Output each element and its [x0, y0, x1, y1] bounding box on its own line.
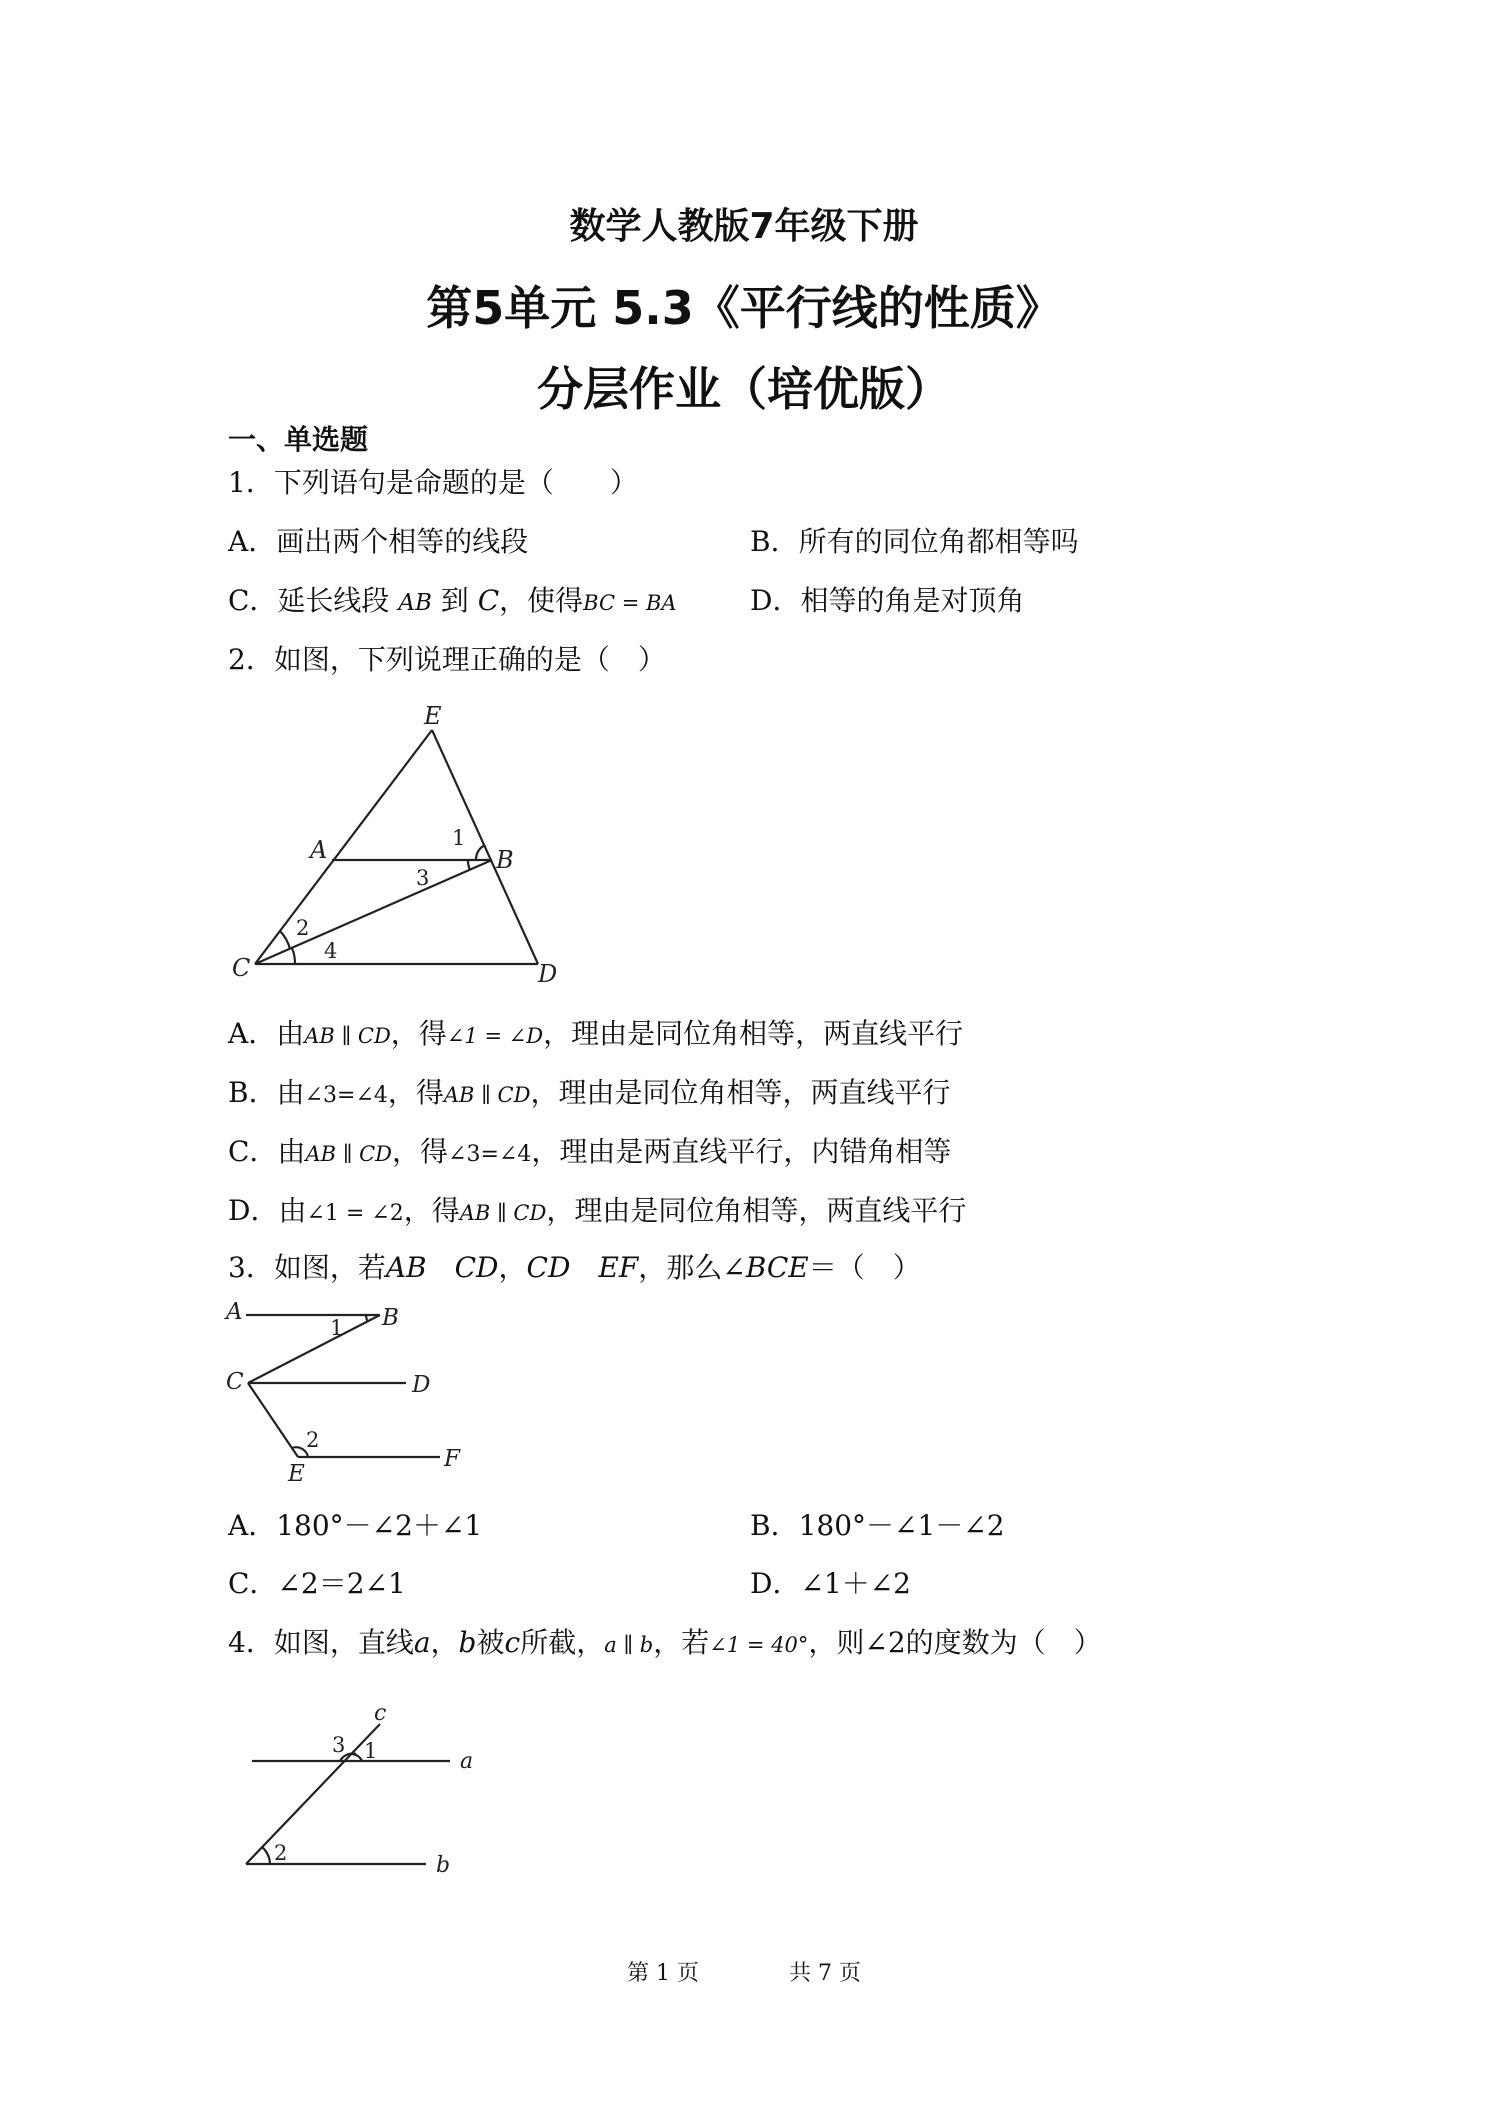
q2-d-res: AB ∥ CD — [459, 1201, 547, 1225]
label-angle-1: 1 — [330, 1316, 344, 1340]
q2-stem: 2．如图，下列说理正确的是（ ） — [228, 643, 666, 676]
label-b: B — [382, 1305, 399, 1331]
q4-stem-pre: 4．如图，直线 — [228, 1626, 414, 1659]
label-d: D — [538, 960, 558, 988]
label-a: A — [310, 836, 328, 864]
q3-stem — [228, 1251, 921, 1285]
q4-stem — [228, 1626, 1102, 1660]
q2-c-cond: AB ∥ CD — [305, 1142, 392, 1166]
label-angle-2: 2 — [274, 1841, 288, 1865]
q3-stem-mid: ，那么∠ — [638, 1251, 746, 1284]
q2-c-mid: ，得 — [392, 1135, 449, 1168]
q2-b-post: ，理由是同位角相等，两直线平行 — [530, 1076, 951, 1109]
q4-stem-a: a — [413, 1626, 431, 1659]
q4-figure — [240, 1696, 500, 1886]
q4-stem-b: b — [458, 1626, 477, 1659]
line-ce — [248, 1383, 298, 1457]
section-heading: 一、单选题 — [228, 423, 369, 456]
q2-d-pre: D．由 — [228, 1194, 307, 1227]
q4-stem-comma: ， — [430, 1626, 459, 1659]
q4-stem-given: ∠1 = 40° — [709, 1633, 809, 1657]
q3-option-c: C．∠2＝2∠1 — [228, 1567, 406, 1600]
q2-d-cond: ∠1 = ∠2 — [306, 1201, 404, 1226]
q4-stem-c: c — [504, 1626, 521, 1659]
q2-option-b — [228, 1076, 950, 1110]
q1-option-c — [228, 584, 677, 618]
q1-option-d: D．相等的角是对顶角 — [750, 584, 1025, 617]
q3-option-a: A．180°－∠2＋∠1 — [228, 1509, 483, 1542]
q1-option-c-eq: BC = BA — [583, 591, 677, 615]
q2-b-res: AB ∥ CD — [443, 1083, 531, 1107]
q3-option-d: D．∠1＋∠2 — [750, 1567, 912, 1600]
label-angle-2: 2 — [306, 1428, 320, 1452]
line-ed — [432, 730, 538, 964]
label-c: c — [374, 1701, 387, 1726]
doc-title: 第5单元 5.3《平行线的性质》 — [426, 281, 1062, 335]
angle-1-arc — [476, 845, 485, 860]
q2-d-post: ，理由是同位角相等，两直线平行 — [546, 1194, 967, 1227]
q4-stem-mid: 被 — [476, 1626, 505, 1659]
doc-title-sub: 分层作业（培优版） — [537, 362, 951, 416]
q2-d-mid: ，得 — [403, 1194, 460, 1227]
label-angle-1: 1 — [364, 1739, 378, 1763]
q1-option-b: B．所有的同位角都相等吗 — [750, 525, 1079, 558]
label-b: B — [496, 846, 514, 874]
q2-option-c — [228, 1135, 951, 1169]
q2-a-mid: ，得 — [390, 1017, 447, 1050]
q4-stem-cond: a ∥ b — [604, 1633, 654, 1657]
label-a: a — [460, 1749, 474, 1774]
label-a: A — [226, 1299, 243, 1325]
label-angle-2: 2 — [296, 916, 310, 940]
q3-stem-post: ＝（ ） — [808, 1251, 921, 1284]
label-angle-3: 3 — [332, 1733, 346, 1757]
label-angle-4: 4 — [324, 939, 338, 963]
q2-option-a — [228, 1017, 963, 1051]
q2-a-res: ∠1 = ∠D — [446, 1024, 544, 1048]
q2-figure — [228, 700, 568, 990]
q3-stem-bce: BCE — [745, 1251, 809, 1284]
label-angle-1: 1 — [452, 826, 466, 850]
angle-4-arc — [292, 948, 295, 964]
doc-subtitle: 数学人教版7年级下册 — [569, 206, 919, 247]
q3-stem-sep: ， — [498, 1251, 527, 1284]
line-c — [246, 1724, 380, 1864]
q2-c-res: ∠3=∠4 — [448, 1142, 532, 1167]
q2-option-d — [228, 1194, 966, 1228]
q1-option-a: A．画出两个相等的线段 — [228, 525, 529, 558]
q2-b-cond: ∠3=∠4 — [304, 1083, 388, 1108]
q2-b-mid: ，得 — [387, 1076, 444, 1109]
label-c: C — [232, 954, 251, 982]
label-f: F — [444, 1446, 460, 1472]
line-cb — [248, 1315, 380, 1383]
q1-option-c-ab: AB — [398, 590, 432, 616]
q2-a-pre: A．由 — [228, 1017, 305, 1050]
q3-figure — [222, 1295, 482, 1495]
q4-stem-post: ，则∠2的度数为（ ） — [808, 1626, 1102, 1659]
label-e: E — [424, 702, 442, 730]
label-b: b — [436, 1853, 451, 1878]
q2-c-pre: C．由 — [228, 1135, 306, 1168]
page-number: 第 1 页 — [627, 1961, 699, 1986]
q4-stem-mid2: 所截， — [520, 1626, 605, 1659]
angle-2-arc — [280, 931, 290, 949]
q1-stem: 1．下列语句是命题的是（ ） — [228, 466, 638, 499]
page-footer — [0, 1956, 1488, 1987]
label-angle-3: 3 — [416, 866, 430, 890]
line-ec — [255, 730, 432, 964]
q2-b-pre: B．由 — [228, 1076, 305, 1109]
label-e: E — [288, 1461, 305, 1487]
q2-a-cond: AB ∥ CD — [304, 1024, 391, 1048]
q2-a-post: ，理由是同位角相等，两直线平行 — [543, 1017, 964, 1050]
label-c: C — [226, 1369, 244, 1395]
q3-stem-p2: CD EF — [526, 1251, 639, 1284]
q1-option-c-pre: C．延长线段 — [228, 584, 390, 617]
q1-option-c-c: C — [477, 584, 500, 617]
angle-3-arc — [468, 860, 470, 870]
angle-2-arc — [262, 1847, 270, 1864]
q1-option-c-mid: 到 — [440, 584, 469, 617]
page-total: 共 7 页 — [789, 1961, 861, 1986]
q2-c-post: ，理由是两直线平行，内错角相等 — [531, 1135, 952, 1168]
q3-stem-p1: AB CD — [385, 1251, 499, 1284]
label-d: D — [412, 1372, 431, 1398]
q3-option-b: B．180°－∠1－∠2 — [750, 1509, 1005, 1542]
q3-stem-pre: 3．如图，若 — [228, 1251, 386, 1284]
q1-option-c-post: ，使得 — [499, 584, 584, 617]
q4-stem-mid3: ，若 — [653, 1626, 710, 1659]
